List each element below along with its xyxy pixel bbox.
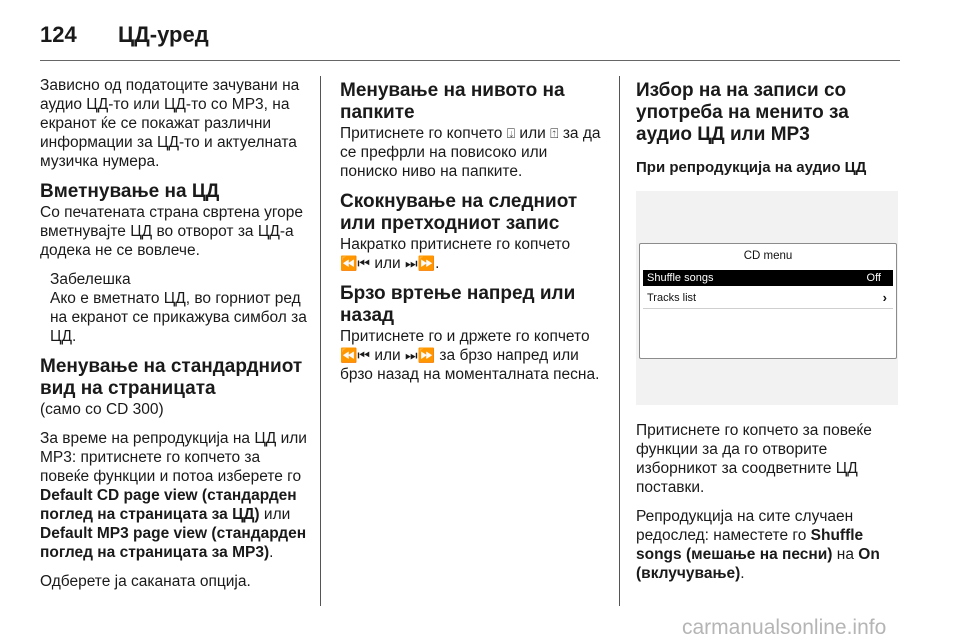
fast-forward-icon: ⏭⏩ bbox=[405, 347, 436, 363]
note-text: Ако е вметнато ЦД, во горниот ред на екранот се прикажува симбол за ЦД. bbox=[50, 290, 307, 345]
watermark: carmanualsonline.info bbox=[682, 616, 887, 639]
cd-menu-panel bbox=[639, 243, 897, 359]
chevron-right-icon: › bbox=[882, 290, 887, 305]
select-option-text: Одберете ја саканата опција. bbox=[40, 573, 251, 590]
on-word: на bbox=[836, 546, 854, 563]
heading-default-view: Менување на стандардниот вид на страницата bbox=[40, 356, 303, 399]
heading-skip-track: Скокнување на следниот или претходниот запис bbox=[340, 191, 578, 234]
page-header bbox=[0, 0, 960, 60]
insert-cd-text: Со печатената страна свртена угоре вметнувајте ЦД во отворот за ЦД-а додека не се вовлече. bbox=[40, 204, 304, 259]
menu-instructions: Притиснете го копчето за повеќе функции за да го отворите изборникот за соодветните ЦД поставки. bbox=[636, 422, 872, 496]
header-divider bbox=[40, 60, 900, 61]
default-view-subtitle: (само со CD 300) bbox=[40, 401, 164, 418]
or-word: или bbox=[519, 125, 546, 142]
ff-text-end: за брзо напред или брзо назад на моменталната песна. bbox=[340, 347, 600, 383]
or-word: или bbox=[374, 255, 401, 272]
next-track-icon: ⏭⏩ bbox=[405, 255, 436, 271]
folder-down-icon: ⍐ bbox=[550, 125, 559, 141]
tracks-list-label: Tracks list bbox=[647, 292, 697, 304]
option-default-mp3-page-view: Default MP3 page view (стандарден поглед на страницата за MP3) bbox=[40, 525, 307, 561]
shuffle-instructions bbox=[636, 507, 902, 583]
menu-item-tracks-list[interactable] bbox=[643, 290, 893, 306]
heading-insert-cd: Вметнување на ЦД bbox=[40, 181, 220, 202]
heading-select-tracks: Избор на на записи со употреба на менито за аудио ЦД или MP3 bbox=[636, 80, 849, 145]
shuffle-songs-value: Off bbox=[866, 272, 881, 284]
option-on: On (вклучување) bbox=[636, 546, 880, 582]
column-divider-2 bbox=[619, 76, 620, 606]
heading-fast-forward: Брзо вртење напред или назад bbox=[340, 283, 576, 326]
skip-track-text bbox=[340, 235, 606, 273]
cd-menu-title: CD menu bbox=[743, 250, 793, 262]
default-view-instructions bbox=[40, 429, 312, 562]
shuffle-text-start: Репродукција на сите случаен редослед: наместете го bbox=[636, 508, 854, 544]
column-2 bbox=[340, 80, 606, 394]
column-3 bbox=[636, 80, 902, 593]
menu-item-shuffle-songs[interactable] bbox=[643, 270, 893, 286]
ff-text-start: Притиснете го и држете го копчето bbox=[340, 328, 590, 345]
or-word: или bbox=[263, 506, 291, 523]
column-divider-1 bbox=[320, 76, 321, 606]
menu-separator bbox=[643, 308, 893, 309]
rewind-icon: ⏪⏮ bbox=[340, 347, 371, 363]
note-title: Забелешка bbox=[50, 271, 131, 288]
shuffle-songs-label: Shuffle songs bbox=[647, 272, 714, 284]
page-title: ЦД-уред bbox=[118, 22, 209, 47]
folder-text-end: за да се префрли на повисоко или пониско ниво на папките. bbox=[340, 125, 601, 180]
folder-up-icon: ⍗ bbox=[506, 125, 516, 141]
default-view-text: За време на репродукција на ЦД или MP3: притиснете го копчето за повеќе функции и потоа изберете го bbox=[40, 430, 307, 485]
or-word: или bbox=[374, 347, 401, 364]
skip-text-start: Накратко притиснете го копчето bbox=[340, 236, 571, 253]
column-1 bbox=[40, 76, 312, 601]
period: . bbox=[740, 565, 745, 582]
page-number: 124 bbox=[40, 22, 77, 47]
previous-track-icon: ⏪⏮ bbox=[340, 255, 371, 271]
heading-folder-level: Менување на нивото на папките bbox=[340, 80, 565, 123]
folder-text-start: Притиснете го копчето bbox=[340, 125, 503, 142]
intro-paragraph: Зависно од податоците зачувани на аудио ЦД-то или ЦД-то со MP3, на екранот ќе се покажат различни информации за ЦД-то и актуелната музичка нумера. bbox=[40, 77, 300, 170]
cd-menu-screenshot bbox=[636, 191, 898, 405]
subheading-audio-cd: При репродукција на аудио ЦД bbox=[636, 159, 867, 176]
period: . bbox=[435, 255, 440, 272]
note-block bbox=[50, 270, 312, 346]
folder-level-text bbox=[340, 124, 606, 181]
period: . bbox=[269, 544, 274, 561]
fast-forward-text bbox=[340, 327, 606, 384]
option-shuffle-songs: Shuffle songs (мешање на песни) bbox=[636, 527, 864, 563]
option-default-cd-page-view: Default CD page view (стандарден поглед на страницата за ЦД) bbox=[40, 487, 297, 523]
